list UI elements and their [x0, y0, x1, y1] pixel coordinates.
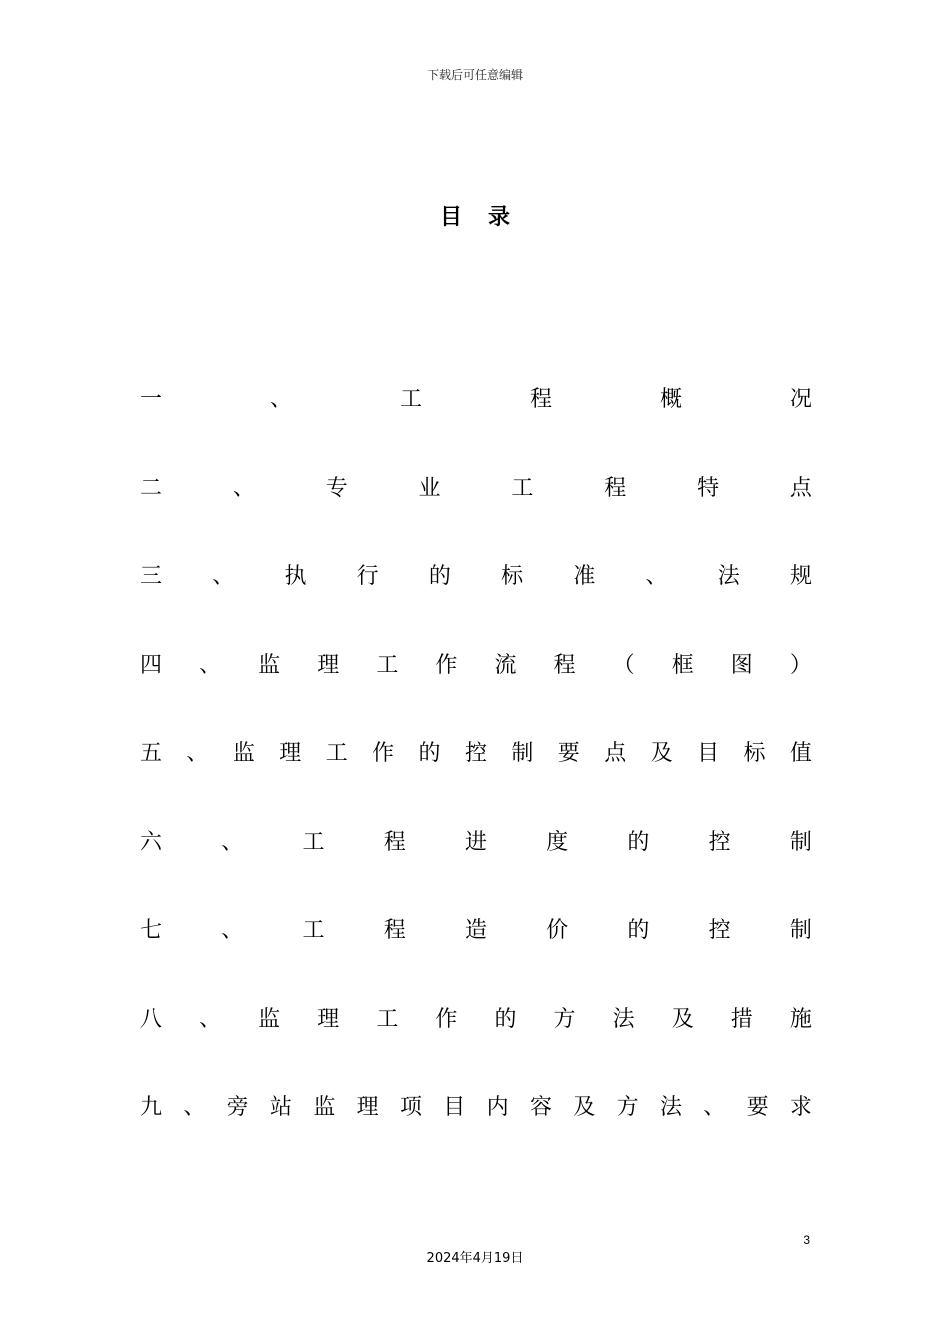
page-number: 3 — [803, 1233, 810, 1247]
toc-item-5[interactable]: 五 、 监 理 工 作 的 控 制 要 点 及 目 标 值 — [140, 741, 812, 766]
toc-item-8[interactable]: 八 、 监 理 工 作 的 方 法 及 措 施 — [140, 1006, 812, 1032]
toc-item-6[interactable]: 六 、 工 程 进 度 的 控 制 — [140, 829, 812, 855]
toc-item-7[interactable]: 七 、 工 程 造 价 的 控 制 — [140, 918, 812, 943]
footer-date: 2024年4月19日 — [426, 1251, 524, 1266]
toc-item-9[interactable]: 九 、 旁 站 监 理 项 目 内 容 及 方 法 、 要 求 — [140, 1095, 812, 1120]
toc-item-1[interactable]: 一 、 工 程 概 况 — [140, 387, 812, 412]
page-title: 目录 — [439, 205, 536, 230]
toc-item-4[interactable]: 四 、 监 理 工 作 流 程 （ 框 图 ） — [140, 652, 812, 678]
toc-item-3[interactable]: 三 、 执 行 的 标 准 、 法 规 — [140, 564, 812, 589]
toc-item-2[interactable]: 二 、 专 业 工 程 特 点 — [140, 475, 812, 501]
table-of-contents — [140, 382, 812, 1179]
header-note: 下载后可任意编辑 — [426, 68, 523, 82]
